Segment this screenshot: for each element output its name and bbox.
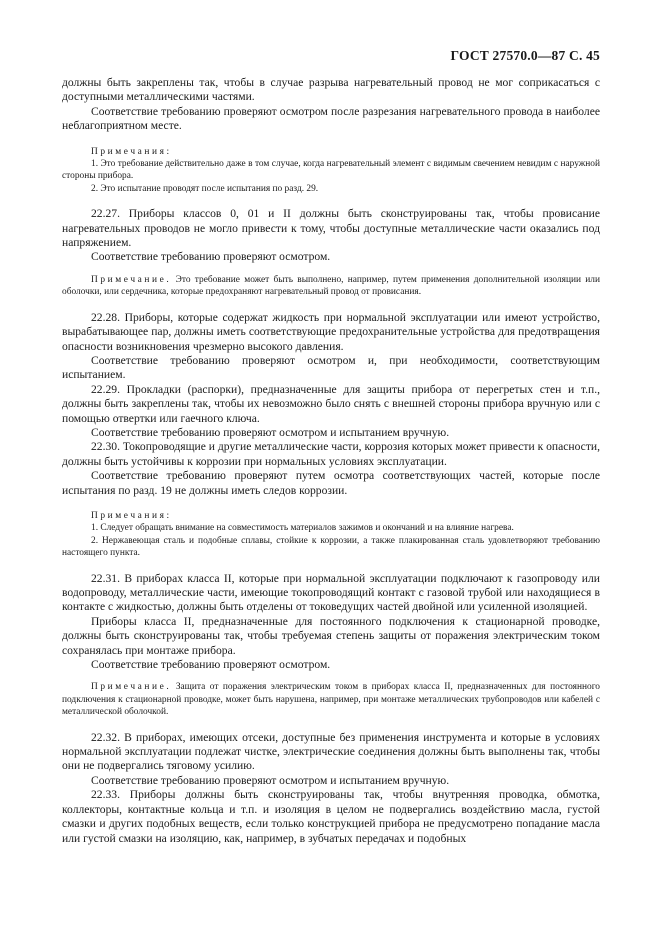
paragraph-continuation: должны быть закреплены так, чтобы в случае разрыва нагревательный провод не мог соприкасаться с доступными металлическими частями.	[62, 76, 600, 104]
clause-22-28: 22.28. Приборы, которые содержат жидкость при нормальной эксплуатации или имеют устройство, вырабатывающее пар, должны иметь соответствующие предохранительные устройства для предотвращения опасности возникновения чрезмерно высокого давления.	[62, 310, 600, 353]
notes-heading: Примечания:	[91, 146, 172, 157]
note-text: Защита от поражения электрическим током в приборах класса II, предназначенных для постоянного подключения к стационарной проводке, может быть нарушена, например, при монтаже металлических трубопроводов или кабелей с металлической оболочкой.	[62, 682, 600, 718]
page-header: ГОСТ 27570.0—87 С. 45	[450, 48, 600, 63]
clause-22-33: 22.33. Приборы должны быть сконструированы так, чтобы внутренняя проводка, обмотка, коллекторы, контактные кольца и т.п. и изоляция в целом не подвергались воздействию масла, густой смазки и других подобных веществ, если только конструкцией прибора не предусмотрено попадание масла или густой смазки на изоляцию, как, например, в зубчатых передачах и подобных	[62, 788, 600, 845]
note-item: 2. Нержавеющая сталь и подобные сплавы, стойкие к коррозии, а также плакированная сталь удовлетворяют требованию настоящего пункта.	[62, 535, 600, 559]
note-label: Примечание.	[91, 274, 172, 285]
document-page	[62, 48, 600, 846]
note-item: 1. Это требование действительно даже в том случае, когда нагревательный элемент с видимым свечением невидим с наружной стороны прибора.	[62, 159, 600, 182]
note	[62, 681, 600, 718]
clause-check: Соответствие требованию проверяют осмотром и испытанием вручную.	[91, 425, 450, 439]
clause-check: Соответствие требованию проверяют осмотром и, при необходимости, соответствующим испытанием.	[62, 353, 600, 382]
clause-22-32: 22.32. В приборах, имеющих отсеки, доступные без применения инструмента и которые в условиях нормальной эксплуатации подлежат чистке, электрические соединения должны быть выполнены так, чтобы они не подвергались тяговому усилию.	[62, 730, 600, 773]
note	[62, 274, 600, 299]
clause-22-31-continued: Приборы класса II, предназначенные для постоянного подключения к стационарной проводке, должны быть сконструированы так, чтобы требуемая степень защиты от поражения электрическим током сохранялась при монтаже прибора.	[62, 614, 600, 657]
paragraph-check: Соответствие требованию проверяют осмотром после разрезания нагревательного провода в наиболее неблагоприятном месте.	[62, 104, 600, 133]
clause-22-30: 22.30. Токопроводящие и другие металлические части, коррозия которых может привести к опасности, должны быть устойчивы к коррозии при нормальных условиях эксплуатации.	[62, 440, 600, 468]
notes-heading: Примечания:	[91, 510, 172, 521]
clause-22-31: 22.31. В приборах класса II, которые при нормальной эксплуатации подключают к газопроводу или водопроводу, металлические части, имеющие токопроводящий контакт с газовой трубой или находящиеся в контакте с жидкостью, должны быть отделены от токоведущих частей двойной или усиленной изоляцией.	[62, 571, 600, 614]
note-item: 1. Следует обращать внимание на совместимость материалов зажимов и окончаний и на влияние нагрева.	[91, 523, 514, 534]
note-item: 2. Это испытание проводят после испытания по разд. 29.	[91, 183, 319, 194]
clause-22-27: 22.27. Приборы классов 0, 01 и II должны быть сконструированы так, чтобы провисание нагревательных проводов не могло привести к тому, чтобы доступные металлические части оказались под напряжением.	[62, 207, 600, 250]
clause-check: Соответствие требованию проверяют осмотром.	[91, 658, 331, 672]
clause-22-29: 22.29. Прокладки (распорки), предназначенные для защиты прибора от перегретых стен и т.п., должны быть закреплены так, чтобы их невозможно было снять с внешней стороны прибора вручную или с помощью отвертки или гаечного ключа.	[62, 382, 600, 425]
note-label: Примечание.	[91, 682, 172, 693]
clause-check: Соответствие требованию проверяют путем осмотра соответствующих частей, которые после испытания по разд. 19 не должны иметь следов коррозии.	[62, 469, 600, 497]
note-text: Это требование может быть выполнено, например, путем применения дополнительной изоляции или оболочки, или сердечника, которые предохраняют нагревательный провод от провисания.	[62, 274, 601, 298]
clause-check: Соответствие требованию проверяют осмотром.	[91, 250, 331, 264]
clause-check: Соответствие требованию проверяют осмотром и испытанием вручную.	[91, 773, 450, 787]
